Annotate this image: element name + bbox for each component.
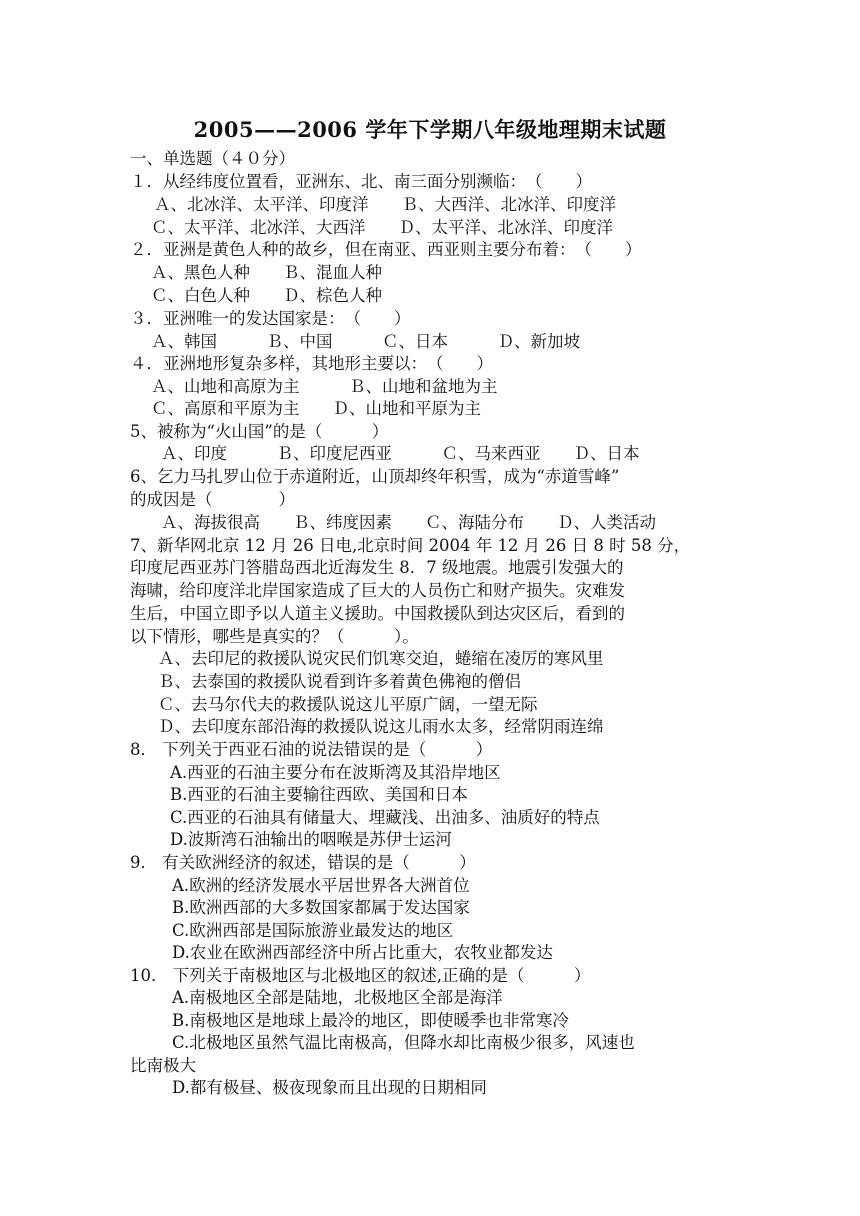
q1-options-ab: Ａ、北冰洋、太平洋、印度洋 Ｂ、大西洋、北冰洋、印度洋 [154, 195, 616, 214]
q8-option-a: A.西亚的石油主要分布在波斯湾及其沿岸地区 [170, 763, 501, 782]
q7-option-d: Ｄ、去印度东部沿海的救援队说这儿雨水太多，经常阴雨连绵 [158, 717, 604, 736]
question-2: ２．亚洲是黄色人种的故乡，但在南亚、西亚则主要分布着： （ ） [130, 240, 642, 259]
question-7-line-3: 海啸，给印度洋北岸国家造成了巨大的人员伤亡和财产损失。灾难发 [130, 581, 625, 600]
q8-option-b: B.西亚的石油主要输往西欧、美国和日本 [170, 785, 468, 804]
question-7: 7、新华网北京 12 月 26 日电,北京时间 2004 年 12 月 26 日 8 时 58 分， [130, 536, 691, 555]
q1-options-cd: Ｃ、太平洋、北冰洋、大西洋 Ｄ、太平洋、北冰洋、印度洋 [151, 218, 613, 237]
q10-option-a: A.南极地区全部是陆地，北极地区全部是海洋 [172, 988, 503, 1007]
q9-option-c: C.欧洲西部是国际旅游业最发达的地区 [172, 921, 454, 940]
question-6-cont: 的成因是（ ） [130, 490, 295, 509]
q4-options-cd: Ｃ、高原和平原为主 Ｄ、山地和平原为主 [151, 399, 481, 418]
question-7-line-2: 印度尼西亚苏门答腊岛西北近海发生 8．7 级地震。地震引发强大的 [130, 558, 624, 577]
q9-option-d: D.农业在欧洲西部经济中所占比重大，农牧业都发达 [172, 943, 553, 962]
question-9: 9． 有关欧洲经济的叙述，错误的是（ ） [130, 853, 476, 872]
question-1: １．从经纬度位置看，亚洲东、北、南三面分别濒临： （ ） [130, 172, 592, 191]
q6-options: Ａ、海拔很高 Ｂ、纬度因素 Ｃ、海陆分布 Ｄ、人类活动 [161, 513, 656, 532]
q10-option-c: C.北极地区虽然气温比南极高，但降水却比南极少很多，风速也 [172, 1033, 635, 1052]
q2-options-cd: Ｃ、白色人种 Ｄ、棕色人种 [151, 286, 382, 305]
question-10: 10． 下列关于南极地区与北极地区的叙述,正确的是（ ） [130, 966, 591, 985]
q2-options-ab: Ａ、黑色人种 Ｂ、混血人种 [151, 263, 382, 282]
q9-option-b: B.欧洲西部的大多数国家都属于发达国家 [172, 898, 470, 917]
section-heading: 一、单选题（４０分） [130, 149, 295, 168]
q7-option-b: Ｂ、去泰国的救援队说看到许多着黄色佛袍的僧侣 [158, 672, 521, 691]
q10-option-d: D.都有极昼、极夜现象而且出现的日期相同 [172, 1078, 487, 1097]
q4-options-ab: Ａ、山地和高原为主 Ｂ、山地和盆地为主 [151, 377, 498, 396]
question-7-line-4: 生后，中国立即予以人道主义援助。中国救援队到达灾区后，看到的 [130, 604, 625, 623]
q8-option-d: D.波斯湾石油输出的咽喉是苏伊士运河 [170, 830, 452, 849]
q8-option-c: C.西亚的石油具有储量大、埋藏浅、出油多、油质好的特点 [170, 808, 600, 827]
q5-options: Ａ、印度 Ｂ、印度尼西亚 Ｃ、马来西亚 Ｄ、日本 [161, 444, 640, 463]
q7-option-a: Ａ、去印尼的救援队说灾民们饥寒交迫，蜷缩在凌厉的寒风里 [158, 649, 604, 668]
q7-option-c: Ｃ、去马尔代夫的救援队说这儿平原广阔，一望无际 [158, 695, 538, 714]
q9-option-a: A.欧洲的经济发展水平居世界各大洲首位 [172, 876, 470, 895]
question-6: 6、乞力马扎罗山位于赤道附近，山顶却终年积雪，成为“赤道雪峰” [130, 467, 620, 486]
question-5: 5、被称为“火山国”的是（ ） [130, 422, 389, 441]
q10-option-c-cont: 比南极大 [130, 1056, 196, 1075]
question-4: ４．亚洲地形复杂多样，其地形主要以： （ ） [130, 354, 493, 373]
question-8: 8． 下列关于西亚石油的说法错误的是（ ） [130, 740, 493, 759]
q3-options: Ａ、韩国 Ｂ、中国 Ｃ、日本 Ｄ、新加坡 [151, 332, 580, 351]
question-3: ３．亚洲唯一的发达国家是： （ ） [130, 309, 411, 328]
q10-option-b: B.南极地区是地球上最冷的地区，即使暖季也非常寒冷 [172, 1011, 569, 1030]
question-7-line-5: 以下情形，哪些是真实的？（ ）。 [130, 627, 419, 646]
exam-title: 2005——2006 学年下学期八年级地理期末试题 [193, 117, 667, 142]
